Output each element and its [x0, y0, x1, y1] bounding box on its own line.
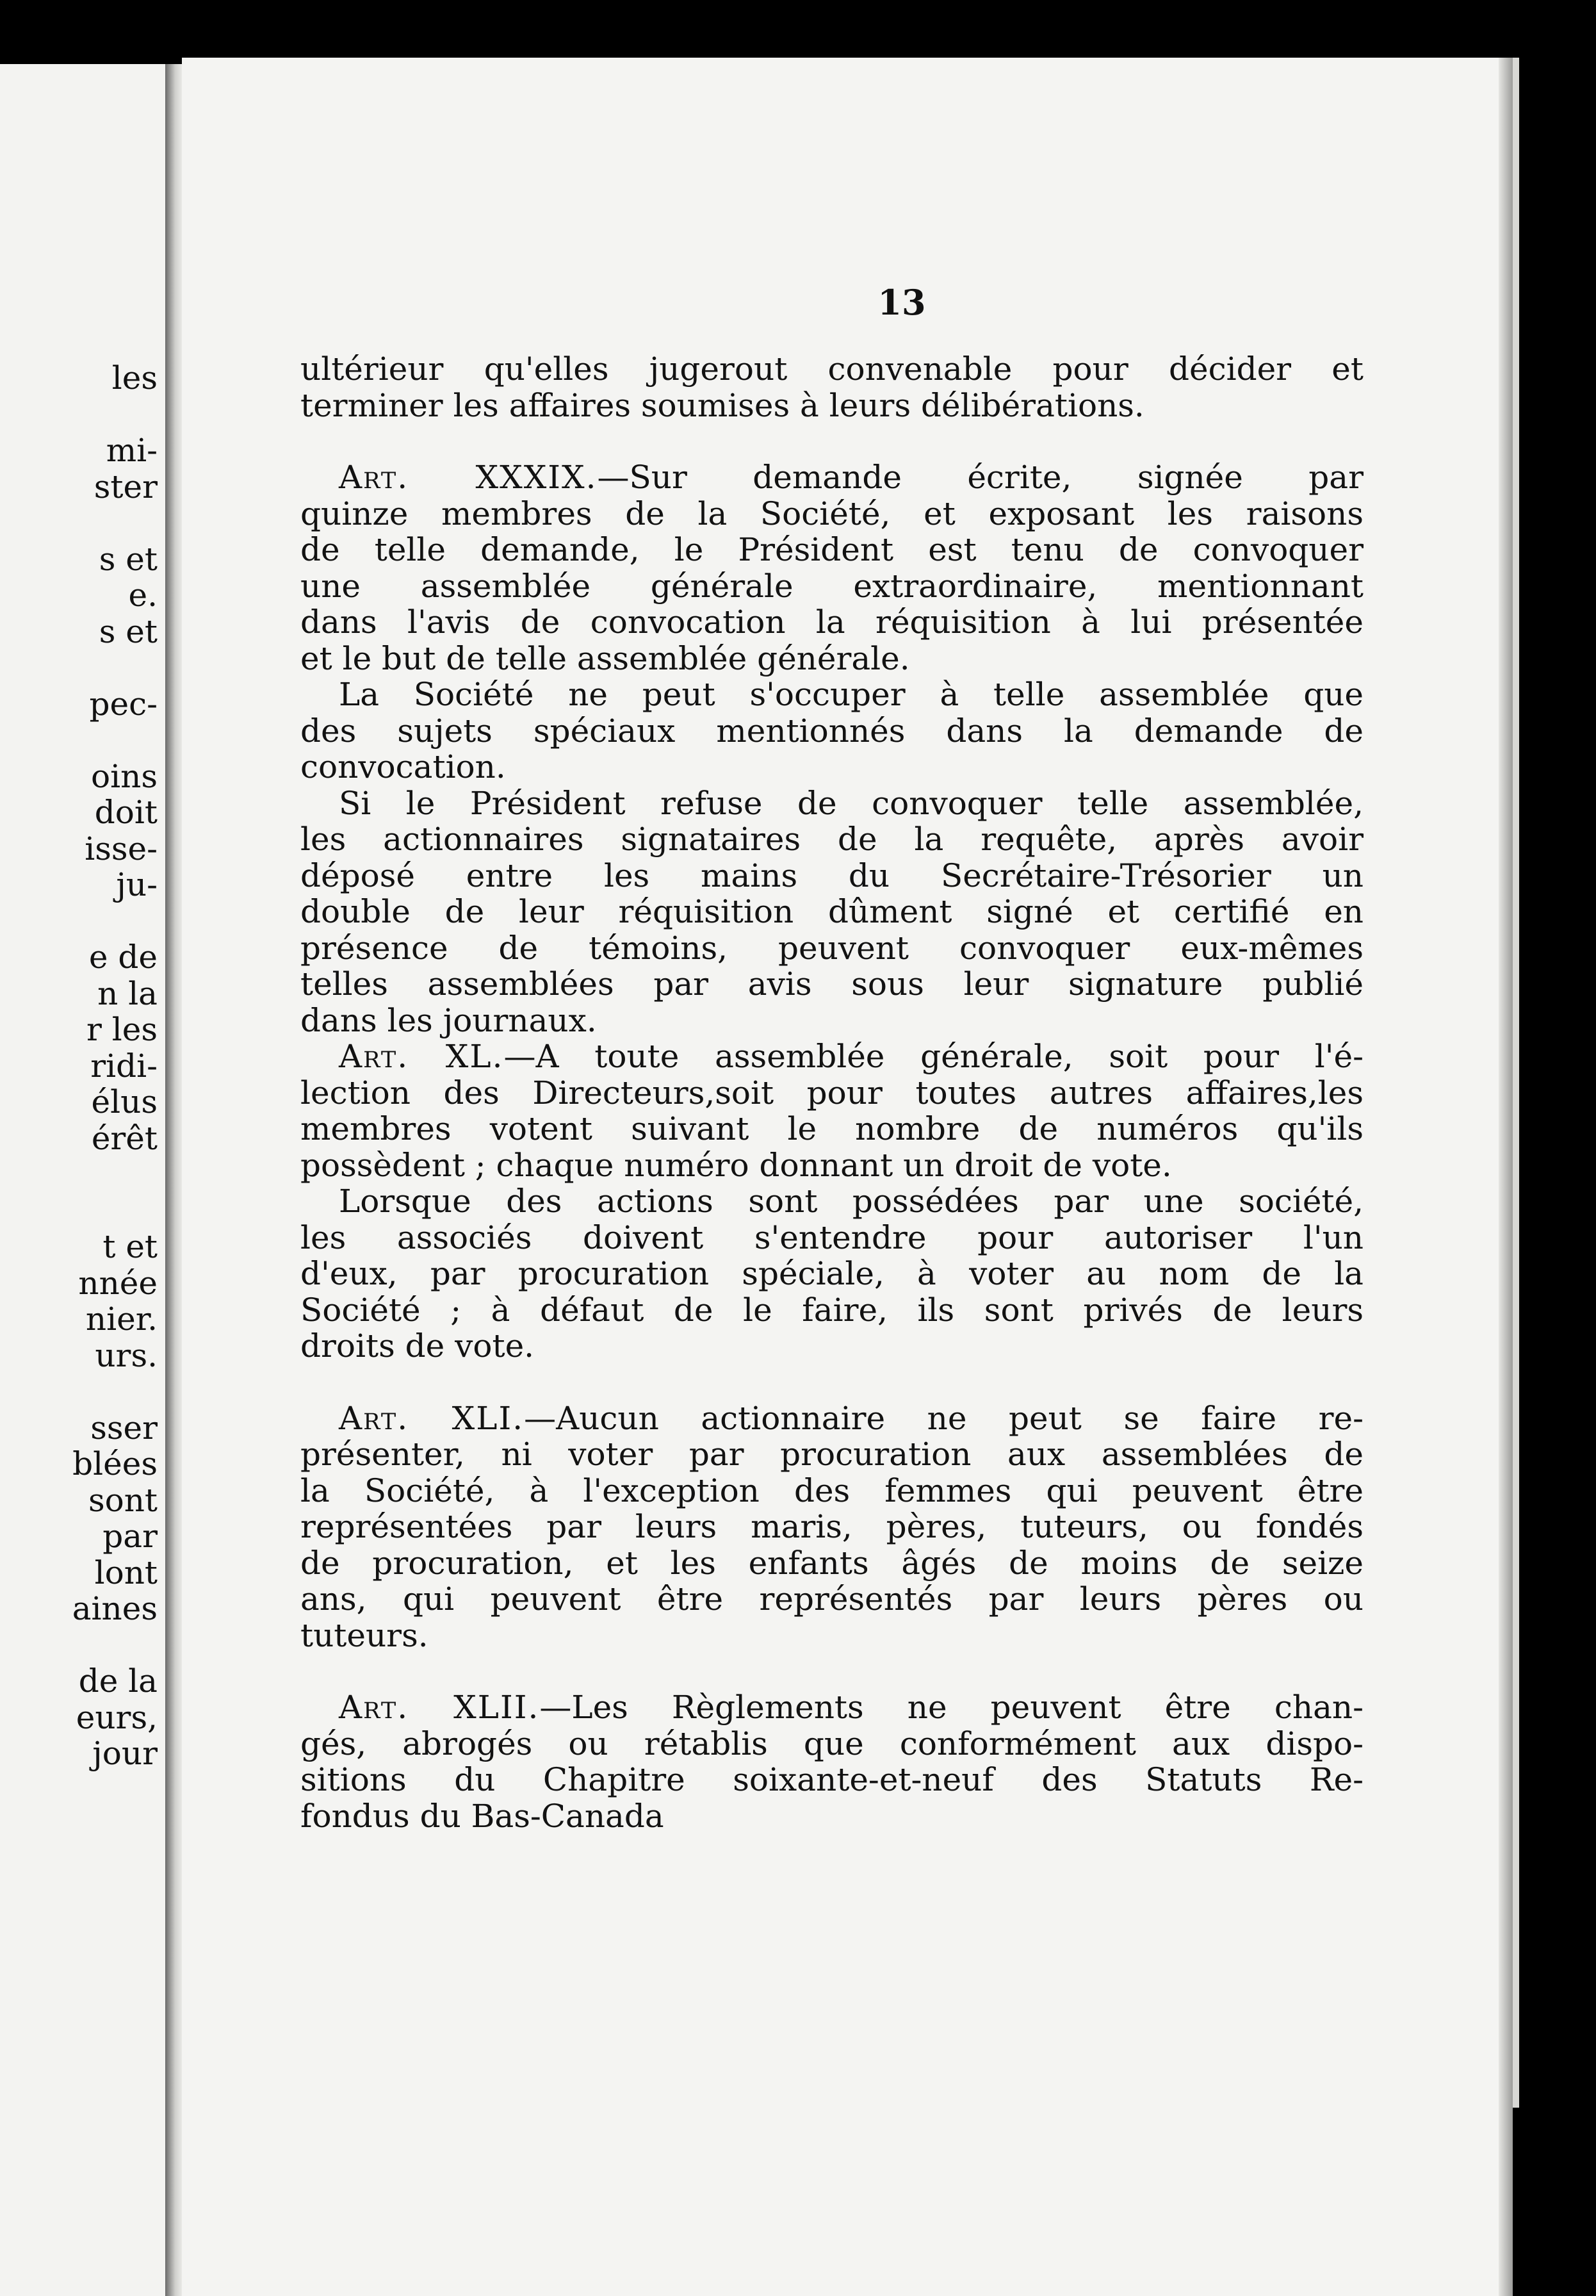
left-fragment: mi-	[106, 432, 158, 469]
book-gutter	[165, 64, 182, 2296]
left-fragment: e.	[128, 577, 158, 614]
page-number: 13	[877, 282, 926, 323]
left-fragment: les	[111, 359, 158, 397]
article-label: Art. XLII.	[339, 1689, 540, 1726]
text-line: une assemblée générale extraordinaire, mentionnant	[300, 567, 1364, 605]
text-line: Lorsque des actions sont possédées par une société,	[339, 1183, 1364, 1220]
article-text: —Sur demande écrite, signée par	[597, 459, 1364, 496]
text-line: présence de témoins, peuvent convoquer eux-mêmes	[300, 929, 1364, 967]
article-text: —Aucun actionnaire ne peut se faire re-	[524, 1399, 1364, 1437]
left-fragment	[0, 722, 165, 758]
main-page	[182, 58, 1513, 2296]
left-fragment: doit	[94, 794, 158, 831]
text-line: membres votent suivant le nombre de numéros qu'ils	[300, 1110, 1364, 1147]
left-fragment: t et	[102, 1228, 158, 1265]
article-label: Art. XLI.	[339, 1399, 525, 1437]
left-fragment: oins	[91, 757, 158, 795]
text-line: lection des Directeurs,soit pour toutes autres affaires,les	[300, 1074, 1364, 1111]
left-fragment: blées	[72, 1445, 158, 1482]
text-line: quinze membres de la Société, et exposant les raisons	[300, 495, 1364, 532]
article-41-heading	[300, 1400, 1364, 1437]
article-text: —A toute assemblée générale, soit pour l'é-	[503, 1038, 1364, 1075]
text-line: les actionnaires signataires de la requête, après avoir	[300, 821, 1364, 858]
article-label: Art. XL.	[339, 1038, 504, 1075]
article-text: —Les Règlements ne peuvent être chan-	[539, 1689, 1364, 1726]
left-fragment: jour	[92, 1735, 158, 1772]
text-line: La Société ne peut s'occuper à telle assemblée que	[339, 676, 1364, 713]
text-line: ans, qui peuvent être représentés par leurs pères ou	[300, 1580, 1364, 1618]
article-label: Art. XXXIX.	[339, 459, 598, 496]
text-line: fondus du Bas-Canada	[300, 1797, 664, 1835]
left-fragment: urs.	[95, 1336, 158, 1374]
text-line: et le but de telle assemblée générale.	[300, 639, 910, 677]
left-fragment: ster	[94, 468, 158, 505]
text-line: droits de vote.	[300, 1327, 535, 1365]
text-line: convocation.	[300, 748, 506, 785]
left-fragment	[0, 1156, 165, 1193]
left-fragment: ridi-	[90, 1047, 158, 1085]
left-fragment: de la	[78, 1662, 158, 1700]
left-fragment: sont	[88, 1481, 158, 1519]
left-fragment: aines	[72, 1590, 158, 1627]
text-line: ultérieur qu'elles jugerout convenable pour décider et	[300, 350, 1364, 388]
left-fragment: nnée	[78, 1264, 158, 1302]
text-line: de telle demande, le Président est tenu de convoquer	[300, 531, 1364, 568]
left-fragment: lont	[94, 1554, 158, 1591]
text-line: la Société, à l'exception des femmes qui peuvent être	[300, 1472, 1364, 1509]
article-42-heading	[300, 1689, 1364, 1726]
paragraph-gap	[300, 423, 1364, 459]
page-edge	[1513, 58, 1519, 2108]
left-fragment: élus	[91, 1083, 158, 1120]
left-fragment	[0, 1374, 165, 1410]
body-text	[300, 351, 1364, 1834]
text-line: tuteurs.	[300, 1616, 428, 1654]
left-fragment: n la	[97, 974, 158, 1012]
text-line: terminer les affaires soumises à leurs délibérations.	[300, 386, 1144, 424]
left-fragment	[0, 1193, 165, 1229]
text-line: possèdent ; chaque numéro donnant un droit de vote.	[300, 1146, 1172, 1184]
text-line: représentées par leurs maris, pères, tuteurs, ou fondés	[300, 1508, 1364, 1545]
left-fragment: e de	[88, 939, 158, 976]
text-line: présenter, ni voter par procuration aux assemblées de	[300, 1436, 1364, 1473]
article-40-heading	[300, 1038, 1364, 1075]
left-fragment	[0, 903, 165, 940]
text-line: double de leur réquisition dûment signé et certifié en	[300, 893, 1364, 930]
paragraph-gap	[300, 1653, 1364, 1689]
left-page-edge	[0, 64, 165, 2296]
text-line: dans les journaux.	[300, 1001, 597, 1039]
left-fragment: s et	[99, 612, 158, 650]
left-fragment	[0, 505, 165, 541]
text-line: de procuration, et les enfants âgés de moins de seize	[300, 1544, 1364, 1582]
text-line: dans l'avis de convocation la réquisition à lui présentée	[300, 603, 1364, 641]
left-fragment	[0, 397, 165, 433]
left-fragment: nier.	[85, 1300, 158, 1338]
left-fragment: r les	[86, 1011, 158, 1048]
left-fragment	[0, 1627, 165, 1664]
text-line: d'eux, par procuration spéciale, à voter au nom de la	[300, 1255, 1364, 1292]
left-fragment: sser	[90, 1409, 158, 1447]
text-line: déposé entre les mains du Secrétaire-Trésorier un	[300, 857, 1364, 894]
text-line: les associés doivent s'entendre pour autoriser l'un	[300, 1218, 1364, 1256]
text-line: sitions du Chapitre soixante-et-neuf des Statuts Re-	[300, 1761, 1364, 1798]
text-line: des sujets spéciaux mentionnés dans la demande de	[300, 712, 1364, 750]
text-line: telles assemblées par avis sous leur signature publié	[300, 965, 1364, 1003]
left-fragment: isse-	[85, 830, 158, 867]
left-fragment: pec-	[89, 685, 158, 723]
left-fragment: eurs,	[76, 1698, 158, 1736]
paragraph-gap	[300, 1365, 1364, 1400]
left-fragment: érêt	[91, 1119, 158, 1157]
article-39-heading	[300, 459, 1364, 496]
text-line: Société ; à défaut de le faire, ils sont privés de leurs	[300, 1291, 1364, 1329]
text-line: Si le Président refuse de convoquer telle assemblée,	[339, 784, 1364, 822]
left-fragment: s et	[99, 540, 158, 578]
left-fragment	[0, 650, 165, 686]
left-fragment: par	[102, 1518, 158, 1555]
left-fragment: ju-	[116, 866, 158, 903]
left-page-fragments	[0, 360, 165, 1772]
text-line: gés, abrogés ou rétablis que conformément aux dispo-	[300, 1725, 1364, 1762]
